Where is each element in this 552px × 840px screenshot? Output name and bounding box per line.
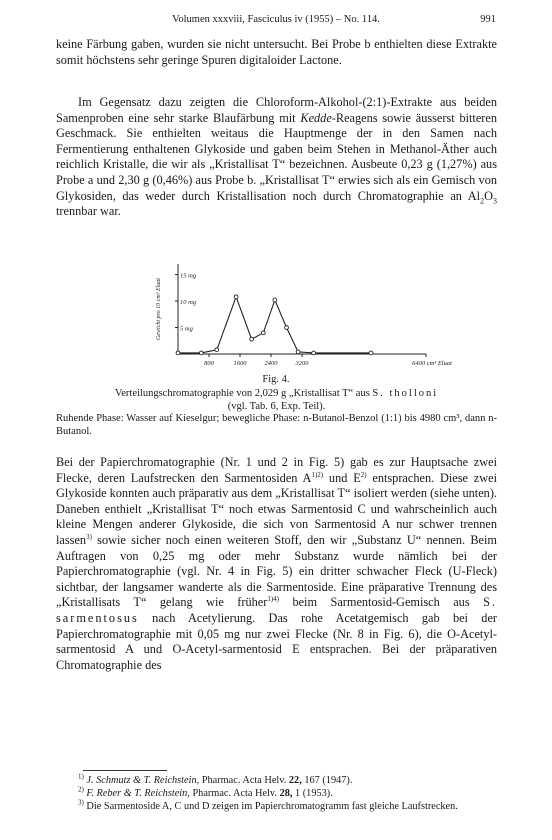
oxygen-symbol: O (484, 188, 493, 203)
footnote-3-mark: 3) (78, 798, 84, 807)
ref-2: 2) (360, 470, 367, 479)
ref-1-2: 1)2) (311, 470, 324, 479)
chart-svg (150, 258, 460, 380)
footnote-2-authors: F. Reber & T. Reichstein, (86, 788, 190, 799)
y-tick-label-1: 10 mg (180, 299, 197, 307)
paragraph-1 (56, 37, 497, 68)
x-tick-label-1: 1600 (233, 360, 247, 367)
data-point-8 (296, 350, 300, 354)
data-point-3 (234, 295, 238, 299)
footnote-1-authors: J. Schmutz & T. Reichstein, (86, 775, 200, 786)
data-point-0 (176, 351, 180, 355)
paragraph-2-end: trennbar war. (56, 204, 121, 219)
footnote-1-rest: 167 (1947). (304, 775, 353, 786)
species-sarmentosus: S. sarmentosus (56, 595, 497, 625)
paragraph-3-text-d: sowie sicher noch einen weiteren Stoff, den wir „Substanz U“ nennen. Beim Auftragen von 0,25 mg oder mehr Substanz wurde nämlich bei der Papierchromatographie (vgl. Nr. 4 in Fig. 5) ein dritter schwacher Fleck (U-Fleck) sichtbar, der langsamer wanderte als die Sarmentoside. Eine präparative Trennung des „Kristallisats T“ gelang wie früher (56, 532, 497, 610)
page-number: 991 (480, 14, 496, 25)
paragraph-3-text-f: nach Acetylierung. Das rohe Acetatgemisch gab bei der Papierchromatographie mit 0,05 mg nur zwei Flecke (Nr. 8 in Fig. 6), die O-Acetyl-sarmentosid A und O-Acetyl-sarmentosid E entsprachen. Bei der präparativen Chromatographie des (56, 610, 497, 672)
ref-1-4: 1)4) (267, 595, 279, 604)
ref-3: 3) (86, 532, 92, 541)
footnote-2-mark: 2) (78, 785, 84, 794)
al-subscript: 2 (480, 196, 485, 206)
x-tick-label-0: 800 (204, 360, 214, 367)
footnote-1-journal: Pharmac. Acta Helv. (201, 775, 287, 786)
data-point-7 (285, 326, 289, 330)
paragraph-3-text-a: Bei der Papierchromatographie (Nr. 1 und 2 in Fig. 5) gab es zur Hauptsache zwei Flecke, deren Laufstrecken den Sarmentosiden A (56, 455, 497, 485)
paragraph-3 (56, 455, 497, 673)
figure-caption-line2: (vgl. Tab. 6, Exp. Teil). (227, 401, 326, 412)
footnote-3-text: Die Sarmentoside A, C und D zeigen im Papierchromatogramm fast gleiche Laufstrecken. (86, 801, 458, 812)
paragraph-3-text-e: beim Sarmentosid-Gemisch aus (279, 595, 470, 610)
figure-4-chart (150, 258, 460, 380)
data-point-10 (369, 351, 373, 355)
footnote-3 (56, 800, 497, 813)
figure-caption-line1: Verteilungschromatographie von 2,029 g „Kristallisat T“ aus (114, 388, 370, 399)
footnote-2-rest: 1 (1953). (295, 788, 333, 799)
running-header (56, 12, 496, 30)
paragraph-2-text-b: -Reagens sowie äusserst bitteren Geschmack. Sie enthielten weitaus die Hauptmenge der in den Samen nach Fermentierung enthaltenen Glykoside und gaben beim Stehen in Methanol-Äther auch reichlich Kristalle, die wir als „Kristallisat T“ bezeichnen. Ausbeute 0,23 g (1,27%) aus Probe a und 2,30 g (0,46%) aus Probe b. „Kristallisat T“ erwies sich als ein Gemisch von Glykosiden, das weder durch Kristallisation noch durch Chromatographie an Al (56, 110, 498, 203)
figure-caption-species: S. tholloni (372, 388, 439, 399)
footnote-2-volume: 28, (279, 788, 293, 799)
y-tick-label-0: 15 mg (180, 272, 197, 280)
figure-label: Fig. 4. (262, 374, 290, 385)
x-tick-label-3: 3200 (295, 360, 309, 367)
footnote-1-volume: 22, (288, 775, 302, 786)
data-point-4 (250, 337, 254, 341)
footnote-rule (83, 770, 167, 771)
x-end-label: 6400 cm³ Eluat (412, 360, 452, 367)
running-title: Volumen xxxviii, Fasciculus iv (1955) – No. 114. (172, 14, 380, 25)
kedde-name: Kedde (300, 110, 332, 125)
data-point-2 (215, 348, 219, 352)
footnote-1-mark: 1) (78, 772, 84, 781)
figure-caption (56, 387, 497, 413)
paragraph-3-text-b: und E (323, 470, 361, 485)
paragraph-1-text: keine Färbung gaben, wurden sie nicht untersucht. Bei Probe b enthielten diese Extrakte somit höchstens sehr geringe Spuren digitaloider Lactone. (56, 37, 497, 67)
footnote-2-journal: Pharmac. Acta Helv. (192, 788, 277, 799)
footnote-2 (56, 787, 497, 800)
figure-phases: Ruhende Phase: Wasser auf Kieselgur; bewegliche Phase: n-Butanol-Benzol (1:1) bis 4980 cm³, dann n-Butanol. (56, 413, 497, 437)
paragraph-2-text-a: Im Gegensatz dazu zeigten die Chloroform-Alkohol-(2:1)-Extrakte aus beiden Samenproben eine sehr starke Blaufärbung mit (56, 95, 497, 125)
data-point-1 (199, 351, 203, 355)
data-point-5 (261, 331, 265, 335)
footnotes (56, 774, 497, 813)
paragraph-3-text-c: entsprachen. Diese zwei Glykoside konnten auch präparativ aus dem „Kristallisat T“ isoliert werden (siehe unten). Daneben enthielt „Kristallisat T“ noch etwas Sarmentosid C und wahrscheinlich auch kleine Mengen anderer Glykoside, die sich von Sarmentosid A nur schwer trennen lassen (56, 470, 498, 547)
y-tick-label-2: 5 mg (180, 325, 193, 333)
footnote-1 (56, 774, 497, 787)
series-line-0 (178, 297, 371, 353)
paragraph-2 (56, 95, 497, 220)
y-axis-label: Gewicht pro 10 cm³ Eluat (156, 278, 162, 340)
data-point-6 (273, 298, 277, 302)
data-point-9 (312, 351, 316, 355)
o-subscript: 3 (493, 196, 497, 206)
x-tick-label-2: 2400 (264, 360, 278, 367)
